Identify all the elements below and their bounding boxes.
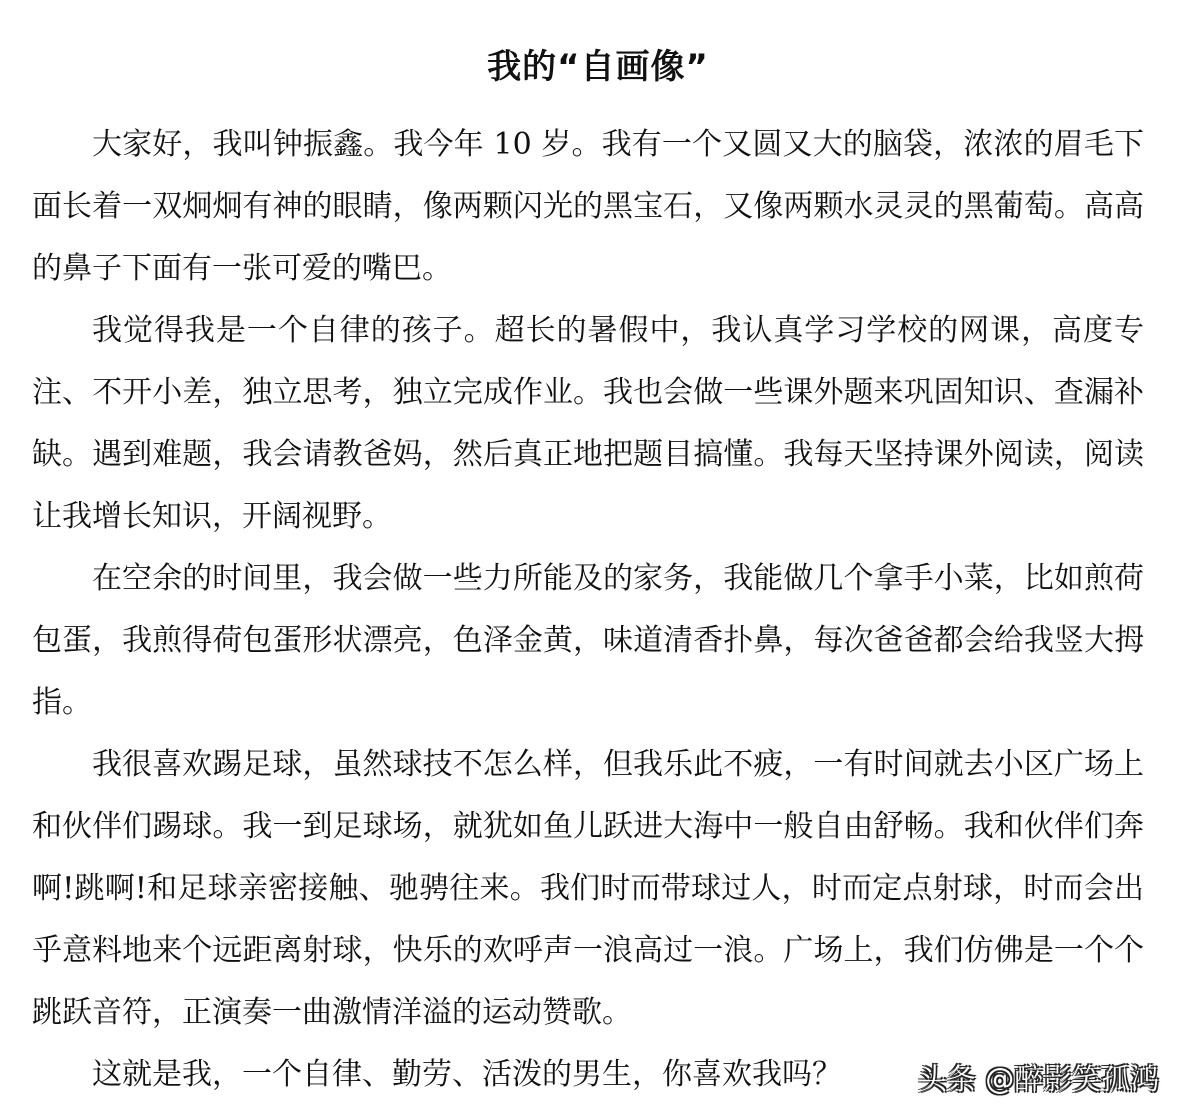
paragraph-2: 我觉得我是一个自律的孩子。超长的暑假中，我认真学习学校的网课，高度专注、不开小差，独立思考，独立完成作业。我也会做一些课外题来巩固知识、查漏补缺。遇到难题，我会请教爸妈，然后真正地把题目搞懂。我每天坚持课外阅读，阅读让我增长知识，开阔视野。 bbox=[32, 313, 1144, 534]
paragraph-3: 在空余的时间里，我会做一些力所能及的家务，我能做几个拿手小菜，比如煎荷包蛋，我煎得荷包蛋形状漂亮，色泽金黄，味道清香扑鼻，每次爸爸都会给我竖大拇指。 bbox=[32, 561, 1144, 720]
document-title: 我的“自画像” bbox=[487, 47, 709, 87]
paragraph-1: 大家好，我叫钟振鑫。我今年 10 岁。我有一个又圆又大的脑袋，浓浓的眉毛下面长着一双炯炯有神的眼睛，像两颗闪光的黑宝石，又像两颗水灵灵的黑葡萄。高高的鼻子下面有一张可爱的嘴巴。 bbox=[32, 127, 1144, 286]
paragraph-4: 我很喜欢踢足球，虽然球技不怎么样，但我乐此不疲，一有时间就去小区广场上和伙伴们踢球。我一到足球场，就犹如鱼儿跃进大海中一般自由舒畅。我和伙伴们奔啊!跳啊!和足球亲密接触、驰骋往来。我们时而带球过人，时而定点射球，时而会出乎意料地来个远距离射球，快乐的欢呼声一浪高过一浪。广场上，我们仿佛是一个个跳跃音符，正演奏一曲激情洋溢的运动赞歌。 bbox=[32, 747, 1144, 1030]
document-body bbox=[32, 114, 1144, 1106]
paragraph-5: 这就是我，一个自律、勤劳、活泼的男生，你喜欢我吗？ bbox=[92, 1057, 842, 1092]
watermark: 头条 @醉影笑孤鸿 bbox=[918, 1062, 1160, 1096]
